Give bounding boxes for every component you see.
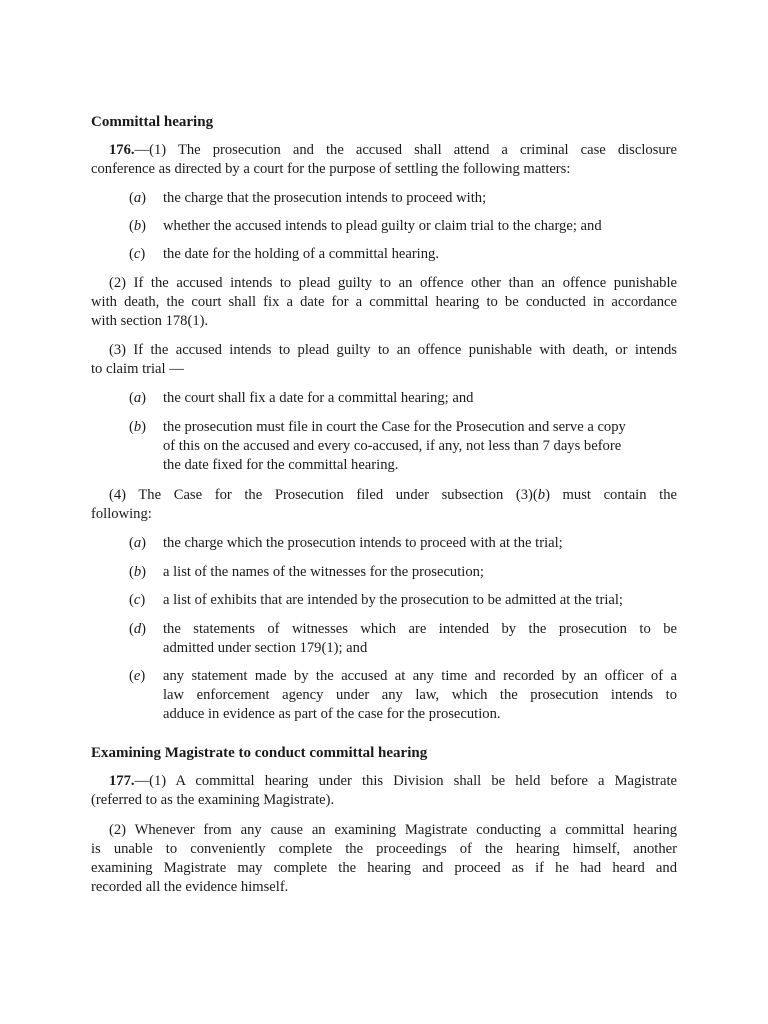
section-176-p1-text: —(1) The prosecution and the accused shall attend a criminal case disclosure [134, 142, 677, 158]
list2-text-b-line2: of this on the accused and every co-accused, if any, not less than 7 days before [163, 438, 622, 454]
list1-label-a: a [133, 190, 142, 206]
section-177-subsection-2 [91, 821, 677, 897]
section-176-heading: Committal hearing [91, 114, 214, 130]
list1-label-b: b [133, 218, 142, 234]
section-176-p4-line2: following: [91, 506, 152, 522]
section-177-p1-line2: (referred to as the examining Magistrate). [91, 792, 335, 808]
list3-label-c: c [133, 592, 141, 608]
list3-label-e: e [133, 668, 141, 684]
section-177-p2-line1: (2) Whenever from any cause an examining Magistrate conducting a committal hearing [109, 822, 677, 838]
section-176-p1-line1 [91, 141, 677, 160]
list1-text-c: the date for the holding of a committal hearing. [163, 246, 439, 262]
list3-text-e-line3: adduce in evidence as part of the case for the prosecution. [163, 706, 501, 722]
section-176-p1-line2: conference as directed by a court for the purpose of settling the following matters: [91, 161, 571, 177]
list2-label-a: a [133, 390, 142, 406]
list1-text-a: the charge that the prosecution intends to proceed with; [163, 190, 487, 206]
list1-text-b: whether the accused intends to plead guilty or claim trial to the charge; and [163, 218, 602, 234]
section-176-p2-line3: with section 178(1). [91, 313, 209, 329]
section-176-p2-line1: (2) If the accused intends to plead guilty to an offence other than an offence punishable [109, 275, 677, 291]
section-176-subsection-1 [91, 141, 677, 179]
section-176-subsection-3 [91, 341, 677, 379]
list3-label-d: d [133, 621, 142, 637]
section-176-p4-line1: (4) The Case for the Prosecution filed under subsection (3)(b) must contain the [109, 487, 677, 503]
list3-text-b: a list of the names of the witnesses for the prosecution; [163, 564, 484, 580]
section-177-heading: Examining Magistrate to conduct committal hearing [91, 745, 428, 761]
list3-label-a: a [133, 535, 142, 551]
list2-text-a: the court shall fix a date for a committal hearing; and [163, 390, 474, 406]
list2-text-b-line1: the prosecution must file in court the Case for the Prosecution and serve a copy [163, 419, 626, 435]
list3-text-d-line1: the statements of witnesses which are intended by the prosecution to be [163, 621, 677, 637]
list3-text-d-line2: admitted under section 179(1); and [163, 640, 368, 656]
list3-label-b: b [133, 564, 142, 580]
section-177-p2-line4: recorded all the evidence himself. [91, 879, 289, 895]
section-176-p3-line1: (3) If the accused intends to plead guilty to an offence punishable with death, or intends [109, 342, 677, 358]
section-177-p1-text: —(1) A committal hearing under this Division shall be held before a Magistrate [134, 773, 677, 789]
section-176-subsection-2 [91, 274, 677, 331]
section-176-p2-line2: with death, the court shall fix a date for a committal hearing to be conducted in accordance [91, 294, 677, 310]
section-177-subsection-1 [91, 772, 677, 810]
section-177-p1-line1 [91, 772, 677, 791]
section-177-p2-line3: examining Magistrate may complete the hearing and proceed as if he had heard and [91, 860, 677, 876]
list3-text-e-line2: law enforcement agency under any law, which the prosecution intends to [163, 687, 677, 703]
section-176-subsection-4 [91, 486, 677, 524]
list3-text-e-line1: any statement made by the accused at any time and recorded by an officer of a [163, 668, 677, 684]
list3-text-a: the charge which the prosecution intends to proceed with at the trial; [163, 535, 563, 551]
list1-label-c: c [133, 246, 141, 262]
section-176-p3-line2: to claim trial — [91, 361, 184, 377]
section-177-p2-line2: is unable to conveniently complete the proceedings of the hearing himself, another [91, 841, 677, 857]
list3-text-c: a list of exhibits that are intended by the prosecution to be admitted at the trial; [163, 592, 623, 608]
list2-label-b: b [133, 419, 142, 435]
section-176-number: 176. [109, 142, 135, 158]
list2-text-b-line3: the date fixed for the committal hearing. [163, 457, 399, 473]
section-177-number: 177. [109, 773, 135, 789]
